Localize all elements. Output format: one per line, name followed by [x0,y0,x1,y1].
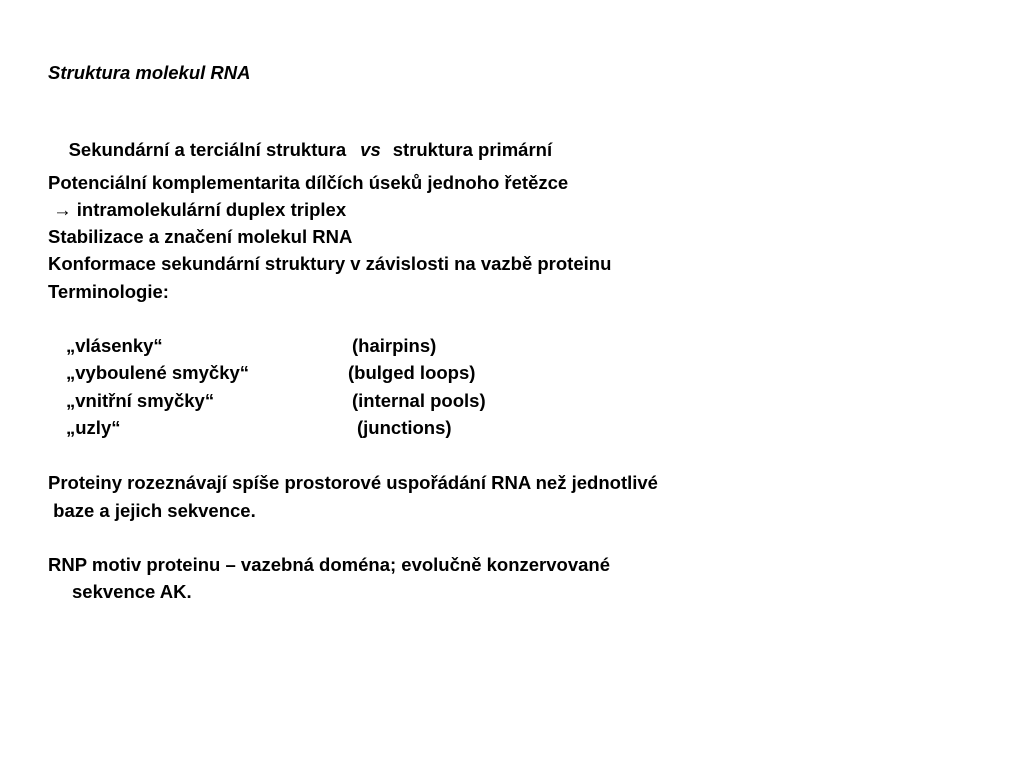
term-english: (bulged loops) [348,362,476,383]
term-czech: „vnitřní smyčky“ [66,390,215,411]
conformation-line: Konformace sekundární struktury v závislosti na vazbě proteinu [48,253,612,274]
term-czech: „uzly“ [66,417,121,438]
vs-text: vs [360,139,381,160]
secondary-structure-text-a: Sekundární a terciální struktura [68,139,347,160]
duplex-line: → intramolekulární duplex triplex [48,199,347,220]
slide-title: Struktura molekul RNA [48,62,251,83]
secondary-structure-text-b: struktura primární [392,139,553,160]
term-czech: „vlásenky“ [66,335,163,356]
term-czech: „vyboulené smyčky“ [66,362,250,383]
rnp-line-2: sekvence AK. [72,581,192,602]
stabilization-line: Stabilizace a značení molekul RNA [48,226,353,247]
term-english: (internal pools) [352,390,486,411]
term-english: (hairpins) [352,335,437,356]
terminology-heading: Terminologie: [48,281,169,302]
term-english: (junctions) [357,417,452,438]
complementarity-line: Potenciální komplementarita dílčích úseků jednoho řetězce [48,172,569,193]
rnp-line-1: RNP motiv proteinu – vazebná doména; evolučně konzervované [48,554,611,575]
proteins-line-2: baze a jejich sekvence. [48,500,256,521]
proteins-line-1: Proteiny rozeznávají spíše prostorové uspořádání RNA než jednotlivé [48,472,658,493]
